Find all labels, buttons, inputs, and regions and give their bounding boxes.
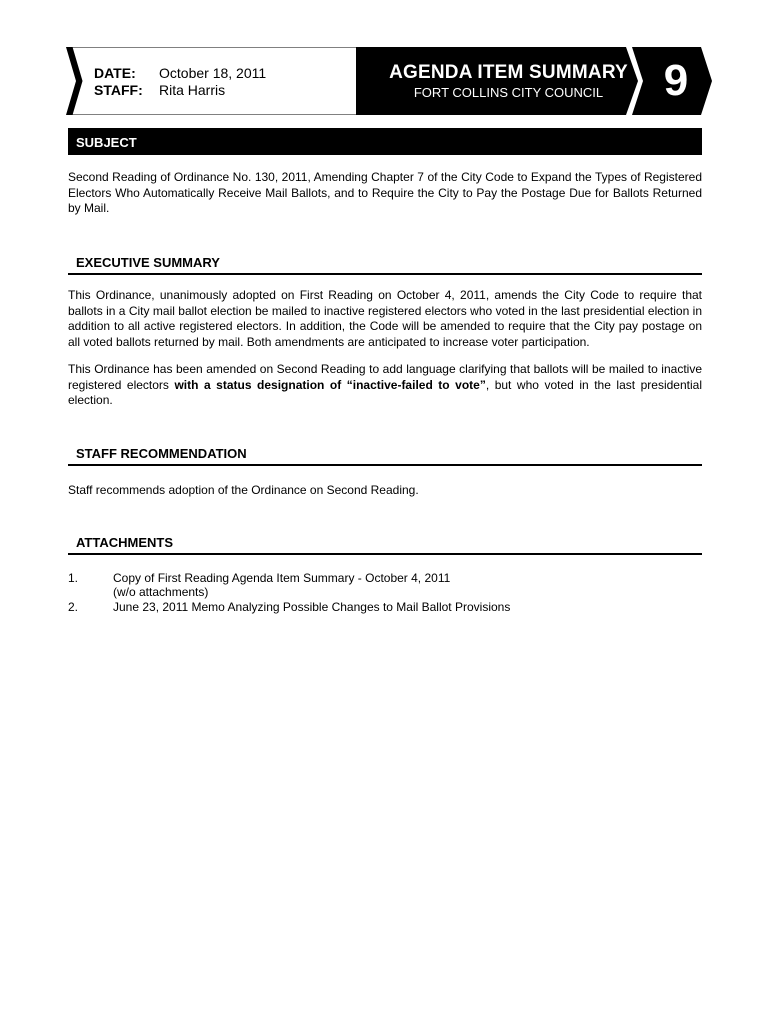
agenda-header [66,47,714,115]
date-value: October 18, 2011 [159,65,267,81]
paragraph-2-start: This Ordinance has been amended on Second Reading to add language clarifying that ballots will be mailed to inactive registered electors [68,362,702,392]
staff-recommendation-heading [68,446,702,466]
date-label: DATE: [94,65,136,81]
attachment-item-2: June 23, 2011 Memo Analyzing Possible Changes to Mail Ballot Provisions [113,600,511,614]
attachments-title: ATTACHMENTS [76,535,174,550]
paragraph-2-end: , but who voted in the last presidential election. [68,377,702,407]
staff-recommendation-title: STAFF RECOMMENDATION [76,446,247,461]
attachment-item-1-note: (w/o attachments) [113,585,209,599]
subject-heading: SUBJECT [76,135,137,150]
attachment-item-1: Copy of First Reading Agenda Item Summary - October 4, 2011 [113,571,451,585]
subject-heading-bar [68,128,702,155]
attachments-heading [68,535,702,555]
staff-value: Rita Harris [159,82,226,98]
staff-recommendation-text: Staff recommends adoption of the Ordinance on Second Reading. [68,483,419,497]
council-name: FORT COLLINS CITY COUNCIL [413,85,604,100]
executive-summary-title: EXECUTIVE SUMMARY [76,255,220,270]
agenda-title: AGENDA ITEM SUMMARY [389,62,628,83]
executive-summary-heading [68,255,702,275]
attachment-number: 1. [68,571,79,585]
item-number: 9 [663,56,689,105]
executive-summary-paragraph-2 [68,362,702,409]
paragraph-2-bold: with a status designation of “inactive-failed to vote” [174,377,486,392]
subject-text: Second Reading of Ordinance No. 130, 2011, Amending Chapter 7 of the City Code to Expand the Types of Registered Electors Who Automatically Receive Mail Ballots, and to Require the City to Pay the Postage Due for Ballots Returned by Mail. [68,170,702,215]
staff-label: STAFF: [94,82,143,98]
executive-summary-paragraph-1: This Ordinance, unanimously adopted on First Reading on October 4, 2011, amends the City Code to require that ballots in a City mail ballot election be mailed to inactive registered electors who voted in the last presidential election in addition to all active registered electors. In addition, the Code will be amended to require that the City pay postage on all voted ballots returned by mail. Both amendments are anticipated to increase voter participation. [68,288,702,349]
attachment-number: 2. [68,600,79,614]
